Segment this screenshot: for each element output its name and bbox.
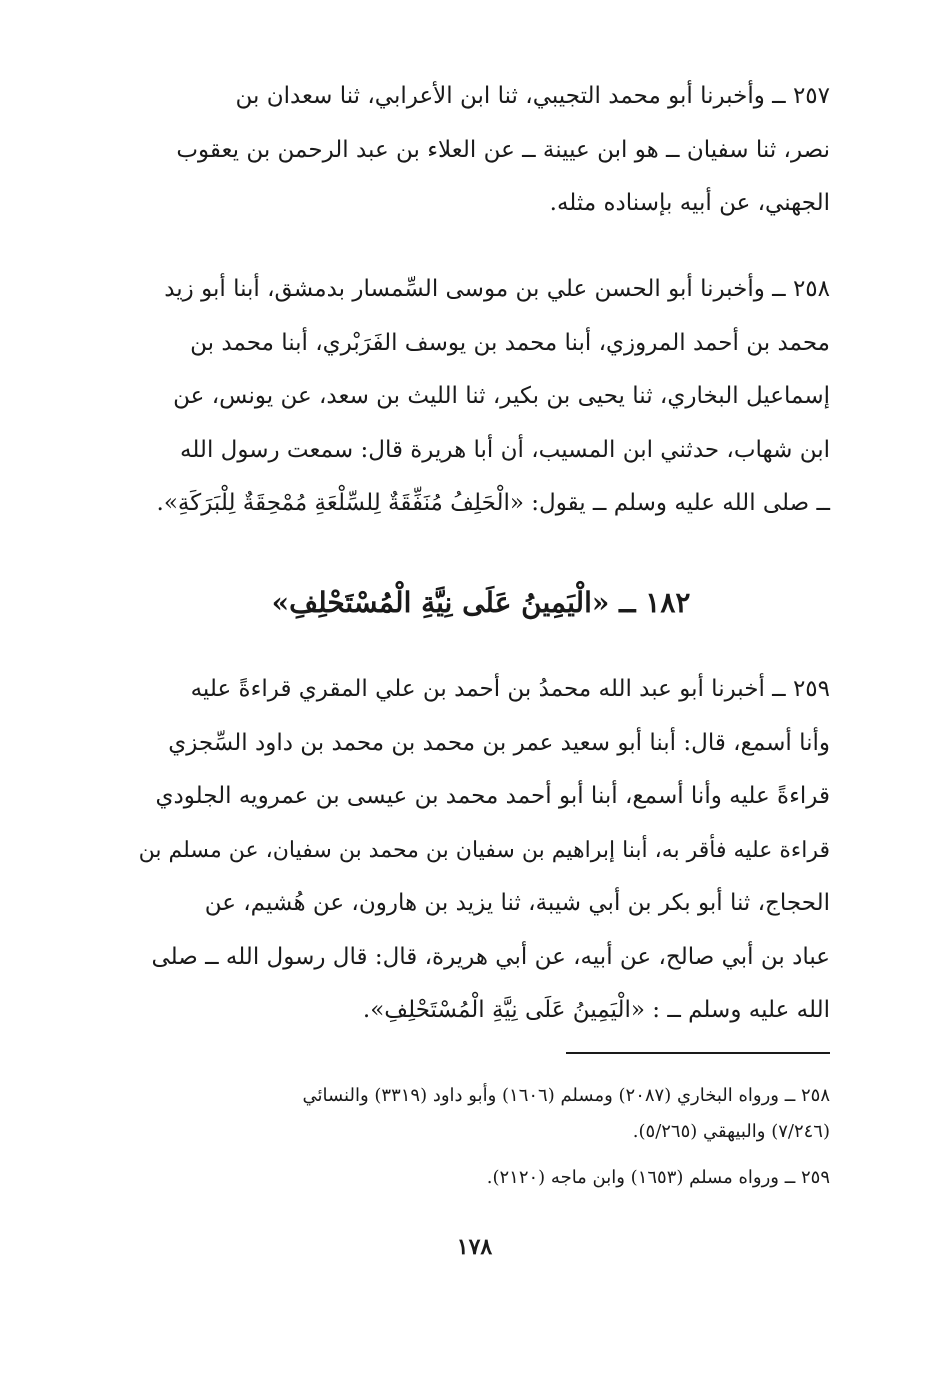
footnote-258-line-2: (٧/٢٤٦) والبيهقي (٥/٢٦٥). bbox=[632, 1121, 830, 1142]
hadith-258 bbox=[132, 263, 830, 531]
footnotes bbox=[132, 1078, 830, 1196]
text-line: قراءةً عليه وأنا أسمع، أبنا أبو أحمد محمد بن عيسى بن عمرويه الجلودي bbox=[155, 783, 830, 809]
hadith-259 bbox=[132, 663, 830, 1038]
chapter-heading: ١٨٢ ــ «الْيَمِينُ عَلَى نِيَّةِ الْمُسْتَحْلِفِ» bbox=[271, 586, 691, 619]
text-line: الله عليه وسلم ــ : «الْيَمِينُ عَلَى نِيَّةِ الْمُسْتَحْلِفِ». bbox=[362, 997, 830, 1023]
text-line: الجهني، عن أبيه بإسناده مثله. bbox=[549, 190, 830, 216]
text-line: قراءة عليه فأقر به، أبنا إبراهيم بن سفيان بن محمد بن سفيان، عن مسلم بن bbox=[138, 837, 830, 863]
text-line: محمد بن أحمد المروزي، أبنا محمد بن يوسف الفَرَبْري، أبنا محمد بن bbox=[190, 329, 830, 356]
text-line: إسماعيل البخاري، ثنا يحيى بن بكير، ثنا الليث بن سعد، عن يونس، عن bbox=[173, 383, 830, 409]
footnote-259: ٢٥٩ ــ ورواه مسلم (١٦٥٣) وابن ماجه (٢١٢٠). bbox=[486, 1167, 830, 1188]
text-line: عباد بن أبي صالح، عن أبيه، عن أبي هريرة، قال: قال رسول الله ــ صلى bbox=[151, 943, 830, 970]
hadith-257 bbox=[132, 70, 830, 231]
page-number: ١٧٨ bbox=[456, 1234, 493, 1260]
text-line: ٢٥٨ ــ وأخبرنا أبو الحسن علي بن موسى السِّمسار بدمشق، أبنا أبو زيد bbox=[164, 276, 830, 302]
footnote-258-line-1: ٢٥٨ ــ ورواه البخاري (٢٠٨٧) ومسلم (١٦٠٦) وأبو داود (٣٣١٩) والنسائي bbox=[302, 1085, 830, 1106]
text-line: وأنا أسمع، قال: أبنا أبو سعيد عمر بن محمد بن محمد بن داود السِّجزي bbox=[168, 729, 830, 756]
text-line: ابن شهاب، حدثني ابن المسيب، أن أبا هريرة قال: سمعت رسول الله bbox=[179, 436, 830, 463]
text-line: ٢٥٩ ــ أخبرنا أبو عبد الله محمدُ بن أحمد بن علي المقري قراءةً عليه bbox=[190, 676, 830, 702]
footnote-divider bbox=[566, 1052, 830, 1054]
text-line: نصر، ثنا سفيان ــ هو ابن عيينة ــ عن العلاء بن عبد الرحمن بن يعقوب bbox=[176, 136, 830, 163]
text-line: الحجاج، ثنا أبو بكر بن أبي شيبة، ثنا يزيد بن هارون، عن هُشيم، عن bbox=[204, 890, 830, 916]
text-line: ٢٥٧ ــ وأخبرنا أبو محمد التجيبي، ثنا ابن الأعرابي، ثنا سعدان بن bbox=[235, 83, 830, 109]
text-line: ــ صلى الله عليه وسلم ــ يقول: «الْحَلِفُ مُنَفِّقَةٌ لِلسِّلْعَةِ مُمْحِقَةٌ لِلْبَرَكَةِ». bbox=[156, 490, 830, 516]
